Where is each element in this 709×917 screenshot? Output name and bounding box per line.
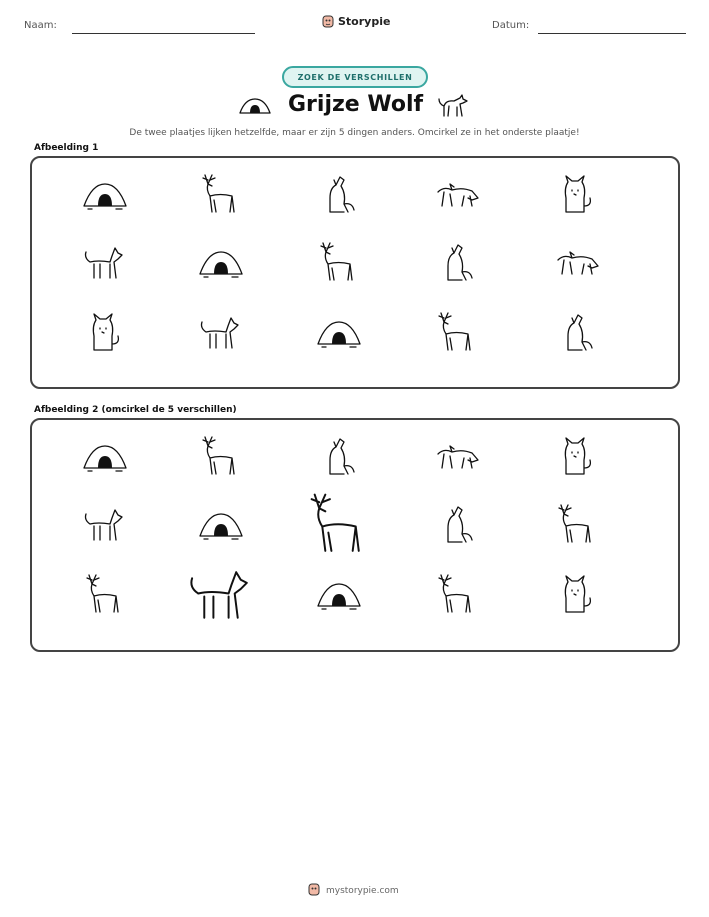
pic1-deer-icon[interactable] — [196, 172, 246, 222]
pic1-wolf-howling-icon[interactable] — [432, 240, 482, 290]
pic2-den-icon[interactable] — [80, 434, 130, 484]
pic1-wolf-walking-icon[interactable] — [432, 172, 482, 222]
pic1-wolf-walking-icon[interactable] — [552, 240, 602, 290]
pic2-deer-icon[interactable] — [552, 502, 602, 552]
pic2-wolf-standing-icon[interactable] — [80, 502, 130, 552]
storypie-logo-icon — [322, 14, 334, 28]
pic2-wolf-walking-icon[interactable] — [432, 434, 482, 484]
storypie-logo-icon — [308, 882, 320, 899]
pic2-den-icon[interactable] — [196, 502, 246, 552]
pic2-wolf-howling-icon[interactable] — [314, 434, 364, 484]
pic2-wolf-standing-large-icon[interactable] — [183, 560, 259, 634]
pic1-wolf-standing-icon[interactable] — [196, 310, 246, 360]
date-line — [538, 33, 686, 34]
date-label: Datum: — [492, 20, 530, 31]
pic2-deer-icon[interactable] — [432, 572, 482, 622]
name-line — [72, 33, 255, 34]
den-icon — [238, 96, 272, 120]
pic2-wolf-sitting-icon[interactable] — [552, 434, 602, 484]
pic2-den-icon[interactable] — [314, 572, 364, 622]
name-label: Naam: — [24, 20, 57, 31]
pic2-deer-icon[interactable] — [196, 434, 246, 484]
pic1-wolf-standing-icon[interactable] — [80, 240, 130, 290]
brand-name: Storypie — [338, 14, 391, 28]
pic2-wolf-sitting-icon[interactable] — [552, 572, 602, 622]
pic1-wolf-sitting-icon[interactable] — [80, 310, 130, 360]
picture-1-label: Afbeelding 1 — [34, 143, 99, 153]
pic1-den-icon[interactable] — [196, 240, 246, 290]
footer — [308, 882, 399, 899]
pic1-den-icon[interactable] — [80, 172, 130, 222]
page-title: Grijze Wolf — [288, 92, 424, 117]
instructions: De twee plaatjes lijken hetzelfde, maar er zijn 5 dingen anders. Omcirkel ze in het onderste plaatje! — [129, 128, 580, 138]
pic2-wolf-howling-icon[interactable] — [432, 502, 482, 552]
pic1-deer-icon[interactable] — [432, 310, 482, 360]
pic1-den-icon[interactable] — [314, 310, 364, 360]
pic2-deer-icon[interactable] — [80, 572, 130, 622]
picture-1-panel — [30, 156, 680, 389]
activity-badge: ZOEK DE VERSCHILLEN — [282, 66, 428, 88]
pic1-deer-icon[interactable] — [314, 240, 364, 290]
pic1-wolf-howling-icon[interactable] — [314, 172, 364, 222]
footer-url[interactable]: mystorypie.com — [326, 885, 399, 896]
pic2-deer-large-icon[interactable] — [301, 490, 377, 564]
brand — [322, 14, 390, 28]
wolf-icon — [436, 90, 470, 126]
pic1-wolf-sitting-icon[interactable] — [552, 172, 602, 222]
pic1-wolf-howling-icon[interactable] — [552, 310, 602, 360]
picture-2-panel — [30, 418, 680, 652]
picture-2-label: Afbeelding 2 (omcirkel de 5 verschillen) — [34, 405, 237, 415]
